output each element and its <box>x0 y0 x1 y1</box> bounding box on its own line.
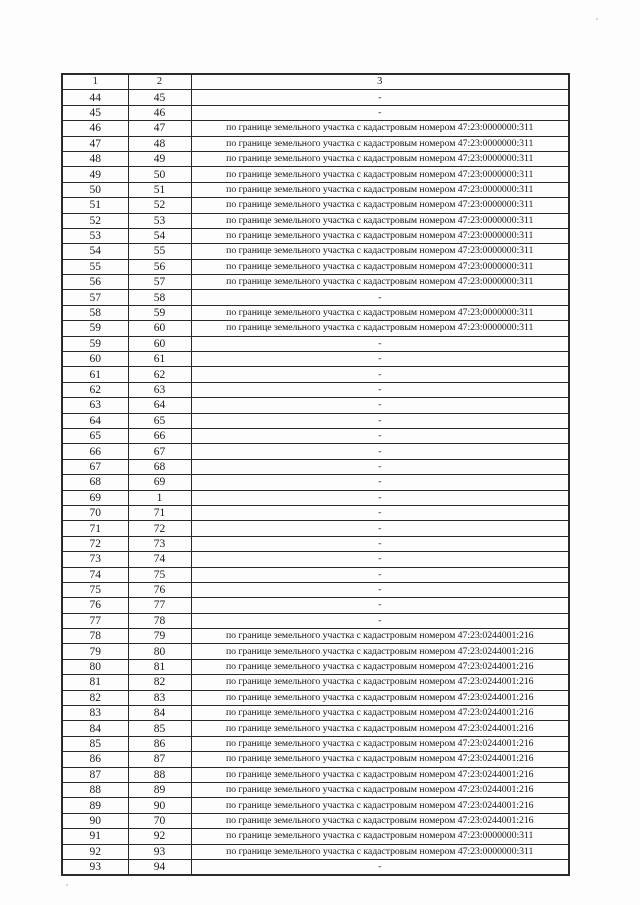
point-to-cell: 65 <box>128 413 191 428</box>
point-from-cell: 52 <box>62 213 128 228</box>
point-from-cell: 88 <box>62 782 128 797</box>
point-from-cell: 85 <box>62 736 128 751</box>
boundary-description-cell: - <box>191 598 569 613</box>
table-row <box>62 752 569 767</box>
boundary-description-cell: по границе земельного участка с кадастровым номером 47:23:0244001:216 <box>191 752 569 767</box>
boundary-description-cell: по границе земельного участка с кадастровым номером 47:23:0244001:216 <box>191 721 569 736</box>
point-to-cell: 87 <box>128 752 191 767</box>
boundary-description-cell: - <box>191 398 569 413</box>
boundary-description-cell: по границе земельного участка с кадастровым номером 47:23:0000000:311 <box>191 213 569 228</box>
table-row <box>62 598 569 613</box>
point-to-cell: 78 <box>128 613 191 628</box>
boundary-description-cell: по границе земельного участка с кадастровым номером 47:23:0000000:311 <box>191 182 569 197</box>
point-to-cell: 58 <box>128 290 191 305</box>
boundary-description-cell: - <box>191 505 569 520</box>
point-from-cell: 68 <box>62 475 128 490</box>
point-from-cell: 84 <box>62 721 128 736</box>
point-from-cell: 81 <box>62 675 128 690</box>
point-from-cell: 86 <box>62 752 128 767</box>
point-from-cell: 56 <box>62 275 128 290</box>
point-to-cell: 86 <box>128 736 191 751</box>
boundary-description-cell: по границе земельного участка с кадастровым номером 47:23:0000000:311 <box>191 121 569 136</box>
point-to-cell: 55 <box>128 244 191 259</box>
table-row <box>62 813 569 828</box>
point-to-cell: 53 <box>128 213 191 228</box>
point-to-cell: 71 <box>128 505 191 520</box>
boundary-description-cell: по границе земельного участка с кадастровым номером 47:23:0000000:311 <box>191 259 569 274</box>
table-row <box>62 352 569 367</box>
boundary-description-cell: по границе земельного участка с кадастровым номером 47:23:0000000:311 <box>191 228 569 243</box>
point-from-cell: 58 <box>62 305 128 320</box>
boundary-description-cell: по границе земельного участка с кадастровым номером 47:23:0244001:216 <box>191 736 569 751</box>
point-to-cell: 66 <box>128 428 191 443</box>
boundary-description-cell: по границе земельного участка с кадастровым номером 47:23:0000000:311 <box>191 167 569 182</box>
table-row <box>62 629 569 644</box>
table-row <box>62 105 569 120</box>
point-to-cell: 45 <box>128 90 191 105</box>
point-to-cell: 61 <box>128 352 191 367</box>
table-row <box>62 198 569 213</box>
point-to-cell: 48 <box>128 136 191 151</box>
table-row <box>62 521 569 536</box>
point-from-cell: 89 <box>62 798 128 813</box>
point-from-cell: 57 <box>62 290 128 305</box>
point-from-cell: 64 <box>62 413 128 428</box>
point-to-cell: 60 <box>128 336 191 351</box>
point-from-cell: 49 <box>62 167 128 182</box>
point-to-cell: 80 <box>128 644 191 659</box>
column-header-2: 2 <box>128 74 191 90</box>
boundary-description-cell: по границе земельного участка с кадастровым номером 47:23:0000000:311 <box>191 198 569 213</box>
point-from-cell: 55 <box>62 259 128 274</box>
point-from-cell: 71 <box>62 521 128 536</box>
point-to-cell: 72 <box>128 521 191 536</box>
scan-speck <box>596 18 598 20</box>
boundary-description-cell: - <box>191 475 569 490</box>
point-from-cell: 91 <box>62 829 128 844</box>
table-row <box>62 382 569 397</box>
point-to-cell: 52 <box>128 198 191 213</box>
point-from-cell: 90 <box>62 813 128 828</box>
table-row <box>62 659 569 674</box>
point-from-cell: 70 <box>62 505 128 520</box>
point-to-cell: 46 <box>128 105 191 120</box>
table-row <box>62 305 569 320</box>
table-row <box>62 690 569 705</box>
table-row <box>62 321 569 336</box>
point-from-cell: 79 <box>62 644 128 659</box>
point-to-cell: 89 <box>128 782 191 797</box>
point-to-cell: 50 <box>128 167 191 182</box>
point-to-cell: 83 <box>128 690 191 705</box>
point-from-cell: 77 <box>62 613 128 628</box>
boundary-description-cell: по границе земельного участка с кадастровым номером 47:23:0244001:216 <box>191 782 569 797</box>
boundary-description-cell: - <box>191 490 569 505</box>
boundary-description-cell: по границе земельного участка с кадастровым номером 47:23:0000000:311 <box>191 305 569 320</box>
point-to-cell: 81 <box>128 659 191 674</box>
table-row <box>62 244 569 259</box>
boundary-description-cell: по границе земельного участка с кадастровым номером 47:23:0000000:311 <box>191 275 569 290</box>
scan-speck <box>66 884 68 886</box>
point-to-cell: 59 <box>128 305 191 320</box>
point-from-cell: 73 <box>62 552 128 567</box>
point-from-cell: 46 <box>62 121 128 136</box>
boundary-description-cell: - <box>191 613 569 628</box>
table-row <box>62 121 569 136</box>
boundary-description-cell: по границе земельного участка с кадастровым номером 47:23:0244001:216 <box>191 767 569 782</box>
point-from-cell: 69 <box>62 490 128 505</box>
table-row <box>62 567 569 582</box>
table-row <box>62 475 569 490</box>
point-from-cell: 80 <box>62 659 128 674</box>
boundary-description-cell: - <box>191 290 569 305</box>
boundary-description-cell: - <box>191 428 569 443</box>
point-to-cell: 84 <box>128 706 191 721</box>
point-to-cell: 69 <box>128 475 191 490</box>
point-from-cell: 74 <box>62 567 128 582</box>
table-row <box>62 644 569 659</box>
table-row <box>62 459 569 474</box>
point-to-cell: 68 <box>128 459 191 474</box>
point-from-cell: 44 <box>62 90 128 105</box>
point-from-cell: 53 <box>62 228 128 243</box>
table-row <box>62 706 569 721</box>
table-row <box>62 167 569 182</box>
table-row <box>62 552 569 567</box>
boundary-description-table <box>61 73 570 876</box>
table-row <box>62 675 569 690</box>
table-row <box>62 182 569 197</box>
boundary-description-cell: по границе земельного участка с кадастровым номером 47:23:0000000:311 <box>191 151 569 166</box>
boundary-description-cell: - <box>191 459 569 474</box>
point-from-cell: 76 <box>62 598 128 613</box>
boundary-description-cell: по границе земельного участка с кадастровым номером 47:23:0244001:216 <box>191 675 569 690</box>
point-from-cell: 75 <box>62 582 128 597</box>
point-from-cell: 47 <box>62 136 128 151</box>
point-to-cell: 90 <box>128 798 191 813</box>
boundary-description-cell: - <box>191 90 569 105</box>
table-row <box>62 398 569 413</box>
boundary-description-cell: по границе земельного участка с кадастровым номером 47:23:0244001:216 <box>191 798 569 813</box>
table-body <box>62 90 569 875</box>
point-from-cell: 54 <box>62 244 128 259</box>
point-from-cell: 59 <box>62 321 128 336</box>
table-row <box>62 582 569 597</box>
point-to-cell: 75 <box>128 567 191 582</box>
point-from-cell: 83 <box>62 706 128 721</box>
boundary-description-cell: - <box>191 105 569 120</box>
point-to-cell: 56 <box>128 259 191 274</box>
table-row <box>62 90 569 105</box>
boundary-description-cell: - <box>191 382 569 397</box>
point-to-cell: 62 <box>128 367 191 382</box>
point-to-cell: 60 <box>128 321 191 336</box>
point-from-cell: 93 <box>62 859 128 875</box>
table-row <box>62 367 569 382</box>
boundary-description-cell: - <box>191 582 569 597</box>
point-from-cell: 51 <box>62 198 128 213</box>
table-row <box>62 428 569 443</box>
point-to-cell: 88 <box>128 767 191 782</box>
point-from-cell: 50 <box>62 182 128 197</box>
table-row <box>62 613 569 628</box>
point-to-cell: 73 <box>128 536 191 551</box>
boundary-description-cell: - <box>191 536 569 551</box>
table-row <box>62 228 569 243</box>
point-from-cell: 59 <box>62 336 128 351</box>
table-row <box>62 213 569 228</box>
boundary-description-cell: - <box>191 336 569 351</box>
boundary-description-cell: - <box>191 444 569 459</box>
point-from-cell: 62 <box>62 382 128 397</box>
boundary-description-cell: по границе земельного участка с кадастровым номером 47:23:0244001:216 <box>191 644 569 659</box>
table-row <box>62 829 569 844</box>
point-to-cell: 94 <box>128 859 191 875</box>
boundary-description-cell: по границе земельного участка с кадастровым номером 47:23:0244001:216 <box>191 706 569 721</box>
point-to-cell: 47 <box>128 121 191 136</box>
point-to-cell: 57 <box>128 275 191 290</box>
point-to-cell: 54 <box>128 228 191 243</box>
table-row <box>62 275 569 290</box>
point-from-cell: 92 <box>62 844 128 859</box>
point-to-cell: 85 <box>128 721 191 736</box>
point-to-cell: 92 <box>128 829 191 844</box>
table-row <box>62 782 569 797</box>
point-from-cell: 60 <box>62 352 128 367</box>
table-row <box>62 536 569 551</box>
point-from-cell: 82 <box>62 690 128 705</box>
point-to-cell: 93 <box>128 844 191 859</box>
point-from-cell: 72 <box>62 536 128 551</box>
point-from-cell: 61 <box>62 367 128 382</box>
column-header-1: 1 <box>62 74 128 90</box>
point-to-cell: 1 <box>128 490 191 505</box>
point-to-cell: 76 <box>128 582 191 597</box>
boundary-description-cell: по границе земельного участка с кадастровым номером 47:23:0000000:311 <box>191 321 569 336</box>
table-row <box>62 736 569 751</box>
boundary-description-cell: по границе земельного участка с кадастровым номером 47:23:0244001:216 <box>191 813 569 828</box>
point-from-cell: 48 <box>62 151 128 166</box>
point-to-cell: 79 <box>128 629 191 644</box>
boundary-description-cell: по границе земельного участка с кадастровым номером 47:23:0244001:216 <box>191 659 569 674</box>
boundary-description-cell: по границе земельного участка с кадастровым номером 47:23:0000000:311 <box>191 844 569 859</box>
table-row <box>62 136 569 151</box>
column-header-3: 3 <box>191 74 569 90</box>
point-from-cell: 45 <box>62 105 128 120</box>
point-to-cell: 51 <box>128 182 191 197</box>
table-row <box>62 151 569 166</box>
point-to-cell: 77 <box>128 598 191 613</box>
table-row <box>62 505 569 520</box>
boundary-description-cell: - <box>191 413 569 428</box>
boundary-description-cell: по границе земельного участка с кадастровым номером 47:23:0000000:311 <box>191 136 569 151</box>
table-row <box>62 336 569 351</box>
table-row <box>62 798 569 813</box>
point-from-cell: 66 <box>62 444 128 459</box>
table-row <box>62 444 569 459</box>
table-row <box>62 259 569 274</box>
table-row <box>62 721 569 736</box>
point-from-cell: 87 <box>62 767 128 782</box>
boundary-description-cell: по границе земельного участка с кадастровым номером 47:23:0244001:216 <box>191 629 569 644</box>
point-to-cell: 63 <box>128 382 191 397</box>
table-row <box>62 413 569 428</box>
point-from-cell: 67 <box>62 459 128 474</box>
point-to-cell: 70 <box>128 813 191 828</box>
table-header-row <box>62 74 569 90</box>
point-to-cell: 74 <box>128 552 191 567</box>
point-from-cell: 63 <box>62 398 128 413</box>
table-row <box>62 844 569 859</box>
point-to-cell: 67 <box>128 444 191 459</box>
table-row <box>62 859 569 875</box>
boundary-description-cell: - <box>191 367 569 382</box>
boundary-description-cell: - <box>191 521 569 536</box>
point-to-cell: 82 <box>128 675 191 690</box>
boundary-description-cell: по границе земельного участка с кадастровым номером 47:23:0000000:311 <box>191 829 569 844</box>
point-from-cell: 78 <box>62 629 128 644</box>
boundary-description-cell: - <box>191 567 569 582</box>
boundary-description-cell: по границе земельного участка с кадастровым номером 47:23:0000000:311 <box>191 244 569 259</box>
point-to-cell: 49 <box>128 151 191 166</box>
boundary-description-cell: - <box>191 552 569 567</box>
boundary-description-cell: по границе земельного участка с кадастровым номером 47:23:0244001:216 <box>191 690 569 705</box>
boundary-description-cell: - <box>191 352 569 367</box>
point-to-cell: 64 <box>128 398 191 413</box>
table-row <box>62 290 569 305</box>
table-row <box>62 767 569 782</box>
boundary-description-cell: - <box>191 859 569 875</box>
table-row <box>62 490 569 505</box>
point-from-cell: 65 <box>62 428 128 443</box>
